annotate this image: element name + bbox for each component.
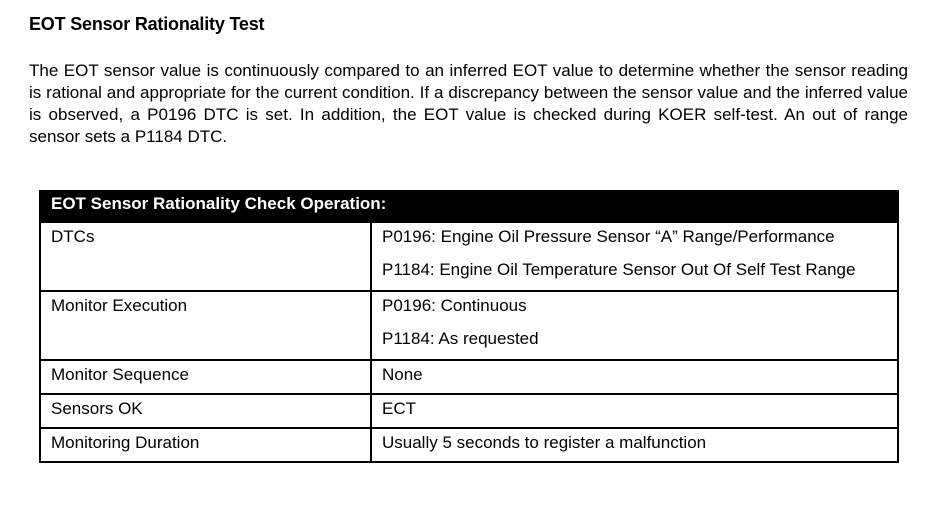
table-row-monitor-sequence — [40, 360, 898, 394]
row-value: Usually 5 seconds to register a malfunction — [371, 428, 898, 462]
row-label: Monitor Sequence — [40, 360, 371, 394]
table-header: EOT Sensor Rationality Check Operation: — [40, 191, 898, 222]
table-row-sensors-ok — [40, 394, 898, 428]
value-line: P0196: Engine Oil Pressure Sensor “A” Range/Performance — [382, 227, 835, 246]
row-label: Sensors OK — [40, 394, 371, 428]
row-value: ECT — [371, 394, 898, 428]
row-label: Monitoring Duration — [40, 428, 371, 462]
row-value — [371, 222, 898, 291]
row-value: None — [371, 360, 898, 394]
row-value — [371, 291, 898, 360]
table-row-monitor-execution — [40, 291, 898, 360]
rationality-check-table — [39, 190, 899, 463]
table-row-dtcs — [40, 222, 898, 291]
value-line: P0196: Continuous — [382, 296, 527, 315]
section-heading: EOT Sensor Rationality Test — [29, 14, 265, 34]
table-row-monitoring-duration — [40, 428, 898, 462]
value-line: P1184: Engine Oil Temperature Sensor Out Of Self Test Range — [382, 260, 856, 279]
description-paragraph: The EOT sensor value is continuously compared to an inferred EOT value to determine whether the sensor reading is rational and appropriate for the current condition. If a discrepancy between the sensor value and the inferred value is observed, a P0196 DTC is set. In addition, the EOT value is checked during KOER self-test. An out of range sensor sets a P1184 DTC. — [29, 61, 908, 146]
table-header-row — [40, 191, 898, 222]
value-line: P1184: As requested — [382, 329, 539, 348]
row-label: DTCs — [40, 222, 371, 291]
row-label: Monitor Execution — [40, 291, 371, 360]
